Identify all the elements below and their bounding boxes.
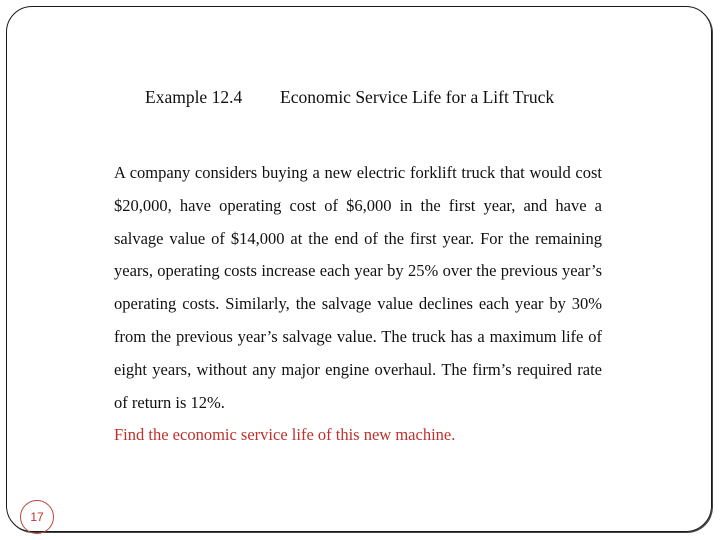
problem-statement: A company considers buying a new electric forklift truck that would cost $20,000, have operating cost of $6,000 in the first year, and have a salvage value of $14,000 at the end of the first year. For the remaining years, operating costs increase each year by 25% over the previous year’s operating costs. Similarly, the salvage value declines each year by 30% from the previous year’s salvage value. The truck has a maximum life of eight years, without any major engine overhaul. The firm’s required rate of return is 12%. <box>114 163 602 412</box>
slide-frame <box>6 6 712 532</box>
question-text: Find the economic service life of this new machine. <box>114 425 456 444</box>
example-heading <box>145 87 554 108</box>
example-number: Example 12.4 <box>145 87 243 107</box>
page-number-badge: 17 <box>20 500 54 534</box>
example-title: Economic Service Life for a Lift Truck <box>280 87 555 107</box>
